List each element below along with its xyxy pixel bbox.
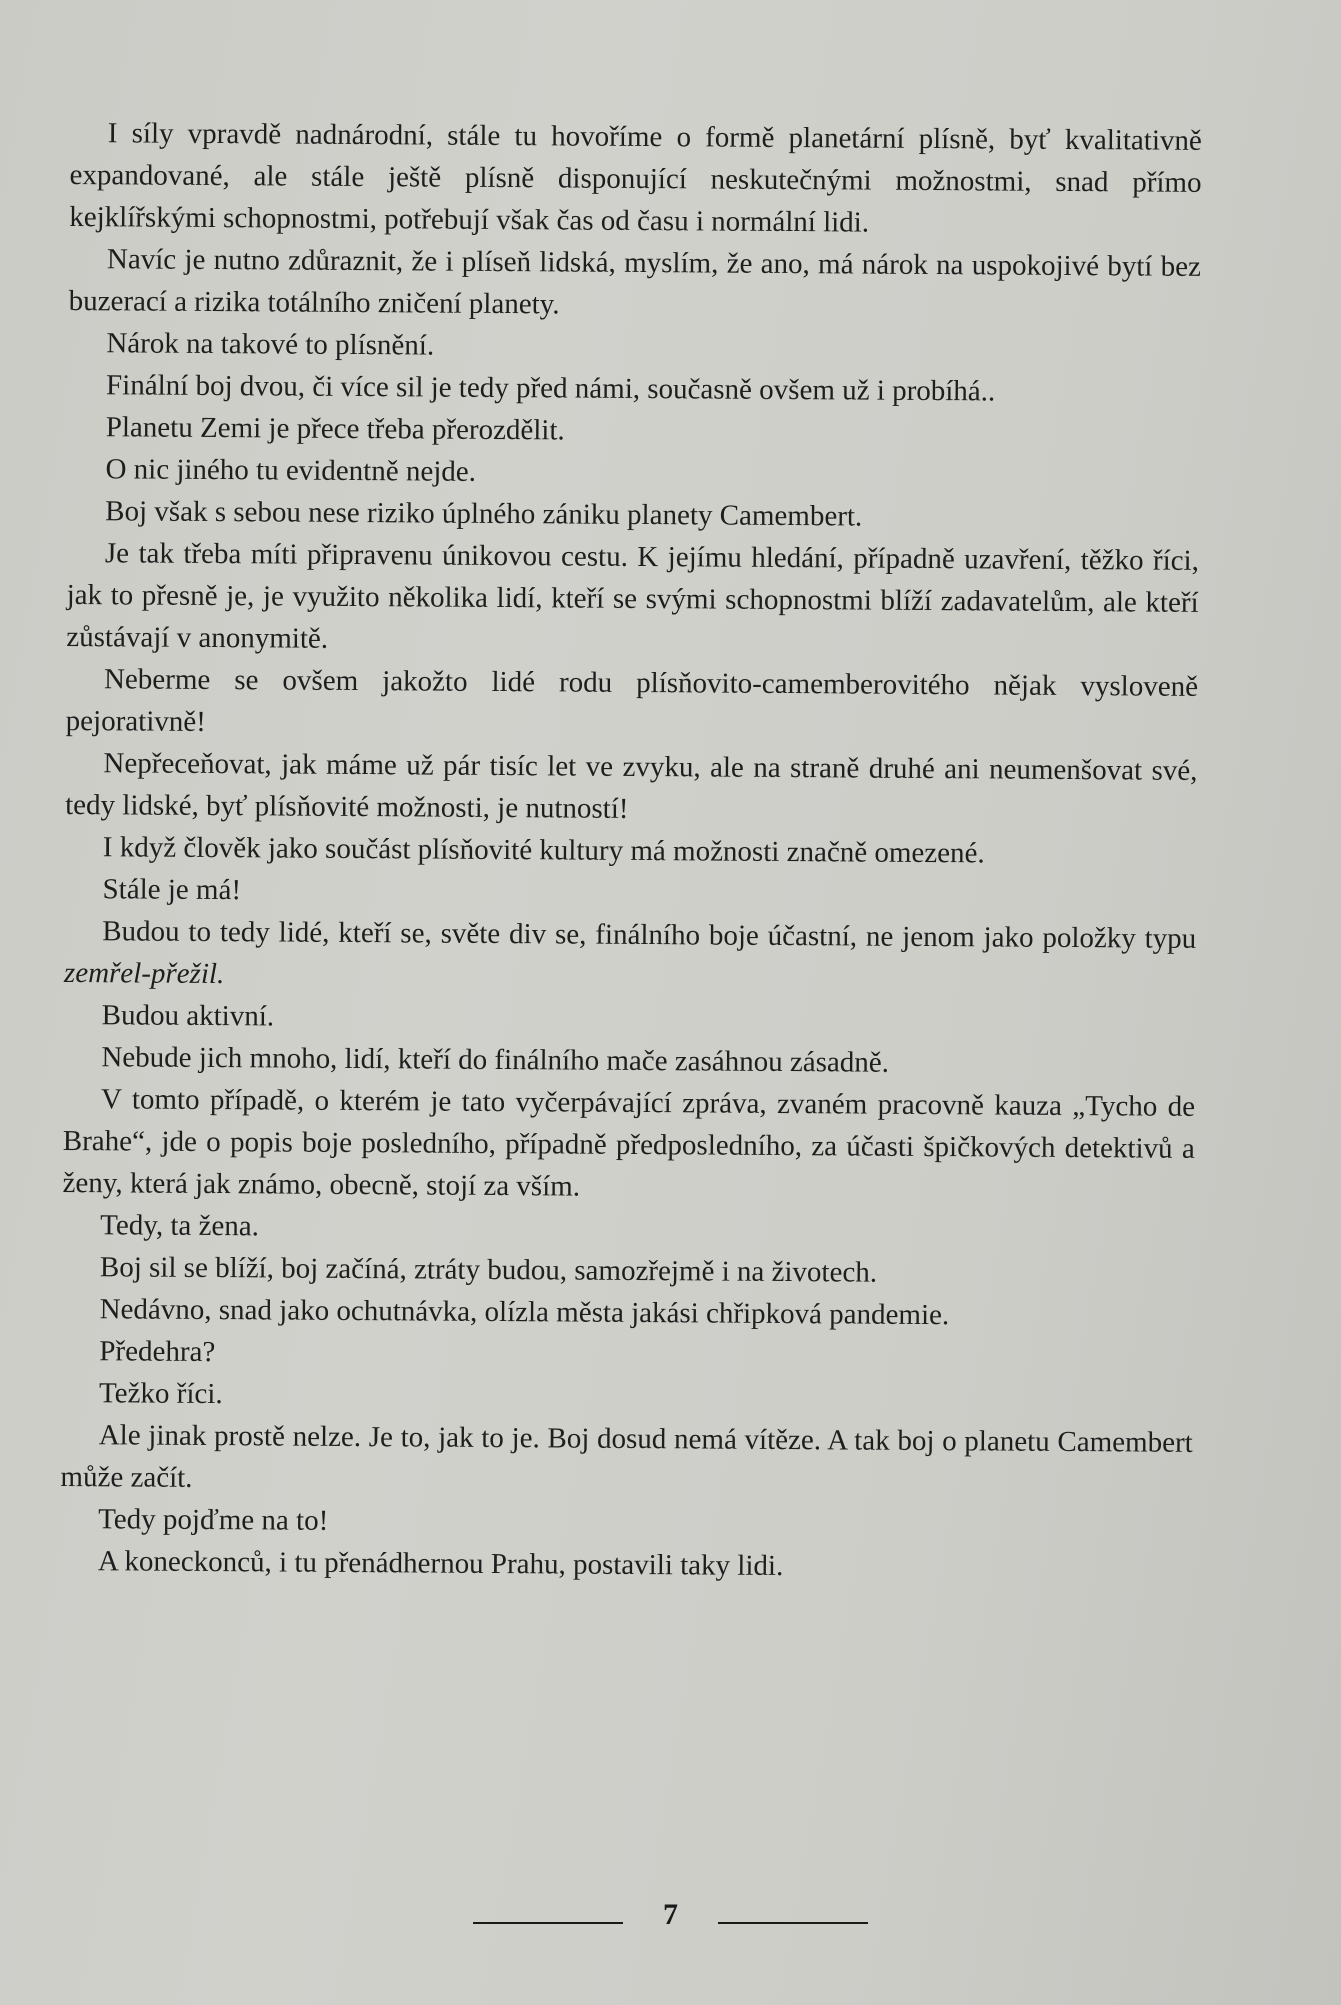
paragraph-text: Budou to tedy lidé, kteří se, světe div se, finálního boje účastní, ne jenom jako položky typu xyxy=(102,915,1197,955)
paragraph: Nárok na takové to plísnění. xyxy=(106,327,435,362)
paragraph-with-italic xyxy=(64,910,1197,1002)
paragraph: Tedy pojďme na to! xyxy=(98,1503,329,1537)
paragraph: Navíc je nutno zdůraznit, že i plíseň lidská, myslím, že ano, má nárok na uspokojivé bytí bez buzerací a rizika totálního zničení planety. xyxy=(68,243,1202,321)
paragraph: Boj sil se blíží, boj začíná, ztráty budou, samozřejmě i na životech. xyxy=(99,1251,878,1289)
paragraph: I síly vpravdě nadnárodní, stále tu hovoříme o formě planetární plísně, byť kvalitativně expandované, ale stále ještě plísně disponující neskutečnými možnostmi, snad přímo kejklířskými schopnostmi, potřebují však čas od času i normální lidi. xyxy=(69,117,1202,239)
paragraph: Boj však s sebou nese riziko úplného zániku planety Camembert. xyxy=(105,495,863,533)
footer-rule-left xyxy=(473,1922,623,1924)
paragraph: A koneckonců, i tu přenádhernou Prahu, postavili taky lidi. xyxy=(97,1545,784,1583)
paragraph: Nebude jich mnoho, lidí, kteří do finálního mače zasáhnou zásadně. xyxy=(101,1041,890,1079)
paragraph: V tomto případě, o kterém je tato vyčerpávající zpráva, zvaném pracovně kauza „Tycho de Brahe“, jde o popis boje posledního, případně předposledního, za účasti špičkových detektivů a ženy, která jak známo, obecně, stojí za vším. xyxy=(62,1083,1196,1203)
footer-rule-right xyxy=(718,1922,868,1924)
paragraph: Nedávno, snad jako ochutnávka, olízla města jakási chřipková pandemie. xyxy=(99,1293,950,1332)
paragraph: Težko říci. xyxy=(98,1377,223,1411)
paragraph: O nic jiného tu evidentně nejde. xyxy=(105,453,477,488)
page-footer xyxy=(0,1885,1341,1945)
paragraph: Nepřeceňovat, jak máme už pár tisíc let ve zvyku, ale na straně druhé ani neumenšovat své, tedy lidské, byť plísňovité možnosti, je nutností! xyxy=(65,747,1198,825)
paragraph: Je tak třeba míti připravenu únikovou cestu. K jejímu hledání, případně uzavření, těžko říci, jak to přesně je, je využito několika lidí, kteří se svými schopnostmi blíží zadavatelům, ale kteří zůstávají v anonymitě. xyxy=(66,537,1200,655)
italic-phrase: zemřel-přežil. xyxy=(63,956,225,991)
paragraph: Planetu Zemi je přece třeba přerozdělit. xyxy=(105,411,565,447)
paragraph: Finální boj dvou, či více sil je tedy před námi, současně ovšem už i probíhá.. xyxy=(105,369,996,408)
paragraph: I když člověk jako součást plísňovité kultury má možnosti značně omezené. xyxy=(102,831,985,870)
paragraph: Neberme se ovšem jakožto lidé rodu plísňovito-camemberovitého nějak vysloveně pejorativně! xyxy=(65,663,1199,738)
paragraph: Budou aktivní. xyxy=(101,999,275,1033)
paragraph: Předehra? xyxy=(99,1335,216,1369)
paragraph: Ale jinak prostě nelze. Je to, jak to je. Boj dosud nemá vítěze. A tak boj o planetu Camembert může začít. xyxy=(60,1419,1193,1494)
paragraph: Stále je má! xyxy=(102,873,242,907)
page-number: 7 xyxy=(663,1898,678,1931)
paragraph: Tedy, ta žena. xyxy=(100,1209,260,1243)
body-text xyxy=(60,112,1202,1590)
